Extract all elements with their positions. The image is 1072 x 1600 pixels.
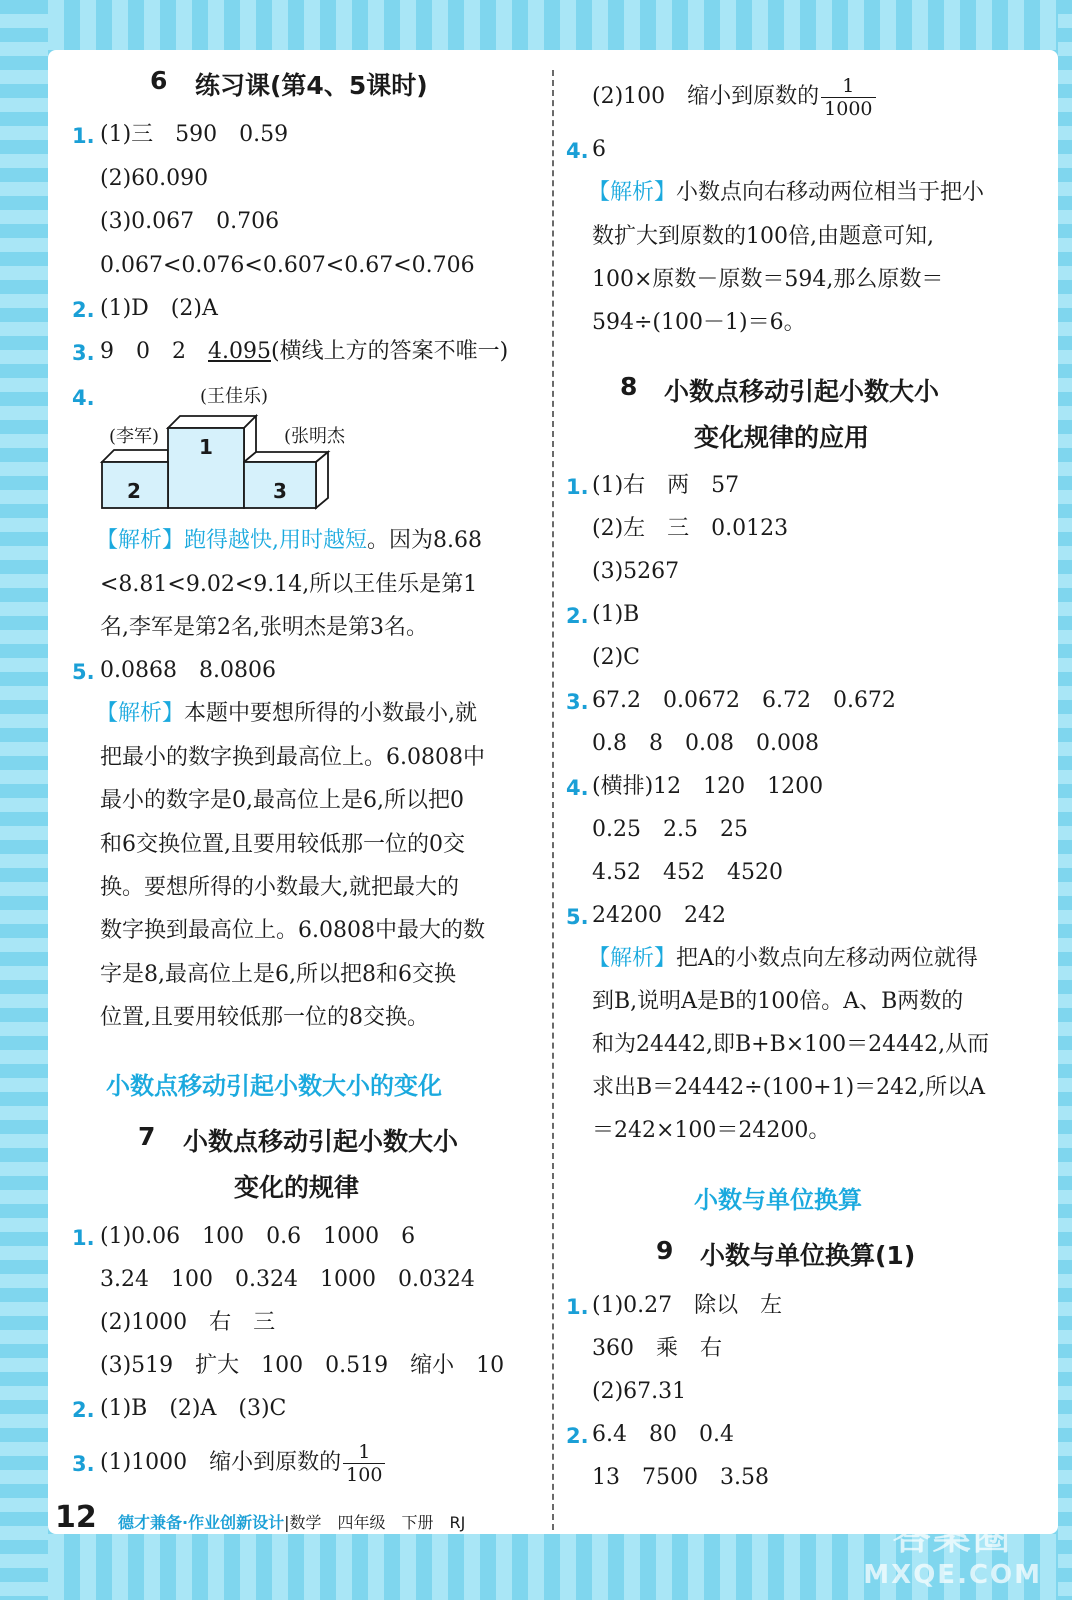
explanation-line: 位置,且要用较低那一位的8交换。 — [100, 1005, 429, 1030]
explanation-line: ＝242×100＝24200。 — [592, 1118, 831, 1143]
answer-line: 0.067<0.076<0.607<0.67<0.706 — [100, 253, 475, 278]
answer-line — [100, 337, 508, 367]
answer-line: 67.2 0.0672 6.72 0.672 — [592, 688, 896, 713]
fraction-numerator: 1 — [343, 1441, 385, 1464]
answer-line — [100, 1436, 385, 1490]
highlight-text: 跑得越快,用时越短 — [184, 528, 368, 553]
answer-line: 4.52 452 4520 — [592, 860, 783, 885]
question-number: 3. — [72, 341, 95, 365]
podium-right-name: (张明杰) — [283, 426, 346, 447]
watermark — [863, 1505, 1042, 1590]
unit-heading: 小数与单位换算 — [694, 1186, 862, 1214]
question-number: 4. — [72, 386, 95, 410]
answer-line: (2)C — [592, 645, 640, 670]
explanation-line: 和为24442,即B+B×100＝24442,从而 — [592, 1032, 990, 1057]
answer-text: (1)1000 缩小到原数的 — [100, 1450, 342, 1475]
question-number: 1. — [72, 1226, 95, 1250]
unit-heading: 小数点移动引起小数大小的变化 — [106, 1072, 442, 1100]
watermark-line1: 答案圈 — [892, 1514, 1013, 1558]
explanation-line: 594÷(100－1)＝6。 — [592, 310, 806, 335]
podium-top-name: (王佳乐) — [199, 386, 269, 407]
answer-line: (2)左 三 0.0123 — [592, 516, 789, 541]
question-number: 4. — [566, 139, 589, 163]
decorative-border-left — [0, 0, 48, 1600]
footer-text — [118, 1510, 465, 1533]
answer-line: (1)三 590 0.59 — [100, 122, 289, 147]
answer-line: 360 乘 右 — [592, 1336, 722, 1361]
answer-line: 6 — [592, 137, 606, 162]
watermark-line2: MXQE.COM — [863, 1560, 1042, 1590]
answer-line: 3.24 100 0.324 1000 0.0324 — [100, 1267, 475, 1292]
column-divider — [552, 70, 554, 1530]
question-number: 1. — [566, 1295, 589, 1319]
explanation-line — [96, 699, 477, 729]
podium-third-side — [316, 452, 328, 508]
explanation-line: 100×原数－原数＝594,那么原数＝ — [592, 267, 944, 292]
answer-note: (横线上方的答案不唯一) — [270, 339, 509, 364]
decorative-border-top — [0, 0, 1072, 50]
explanation-line: 数字换到最高位上。6.0808中最大的数 — [100, 918, 485, 943]
answer-line: (1)右 两 57 — [592, 473, 740, 498]
decorative-border-right — [1058, 0, 1072, 1600]
explanation-line: 名,李军是第2名,张明杰是第3名。 — [100, 615, 428, 640]
page-number: 12 — [55, 1500, 97, 1535]
answer-line — [592, 70, 876, 124]
answer-line: (1)0.27 除以 左 — [592, 1293, 783, 1318]
section-9-title: 小数与单位换算(1) — [700, 1241, 916, 1270]
fraction — [343, 1441, 385, 1486]
answer-line: (1)D (2)A — [100, 296, 218, 321]
answer-text: 9 0 2 — [100, 339, 208, 364]
fraction-denominator: 1000 — [824, 97, 873, 120]
section-7-number: 7 — [138, 1122, 156, 1151]
explanation-line: 求出B＝24442÷(100+1)＝242,所以A — [592, 1075, 986, 1100]
podium-svg — [96, 380, 346, 525]
answer-line: (1)B — [592, 602, 640, 627]
answer-line: (2)67.31 — [592, 1379, 687, 1404]
answer-line: (3)0.067 0.706 — [100, 209, 280, 234]
answer-line: (1)B (2)A (3)C — [100, 1396, 287, 1421]
explanation-line: 字是8,最高位上是6,所以把8和6交换 — [100, 962, 456, 987]
question-number: 2. — [72, 298, 95, 322]
explanation-text: 。因为8.68 — [367, 528, 483, 553]
section-6-title: 练习课(第4、5课时) — [195, 71, 428, 100]
question-number: 4. — [566, 776, 589, 800]
footer-brand: 德才兼备·作业创新设计 — [118, 1513, 285, 1532]
answer-line: (1)0.06 100 0.6 1000 6 — [100, 1224, 416, 1249]
question-number: 1. — [72, 124, 95, 148]
explanation-line — [588, 944, 978, 974]
explanation-tag: 【解析】 — [96, 701, 185, 726]
answer-line: 24200 242 — [592, 903, 726, 928]
question-number: 2. — [566, 1424, 589, 1448]
answer-line: (2)60.090 — [100, 166, 209, 191]
answer-line: (横排)12 120 1200 — [592, 774, 824, 799]
underlined-answer: 4.095 — [208, 339, 271, 364]
answer-line: (3)5267 — [592, 559, 680, 584]
answer-line: 6.4 80 0.4 — [592, 1422, 734, 1447]
answer-line: 13 7500 3.58 — [592, 1465, 769, 1490]
explanation-tag: 【解析】 — [588, 946, 677, 971]
podium-first-label: 1 — [199, 435, 213, 459]
podium-third-label: 3 — [273, 479, 287, 503]
answer-line: (2)1000 右 三 — [100, 1310, 276, 1335]
question-number: 3. — [72, 1452, 95, 1476]
explanation-line — [588, 178, 984, 208]
podium-left-name: (李军) — [108, 426, 160, 447]
question-number: 5. — [72, 660, 95, 684]
answer-line: 0.8 8 0.08 0.008 — [592, 731, 819, 756]
explanation-line: <8.81<9.02<9.14,所以王佳乐是第1 — [100, 572, 478, 597]
section-8-title-line2: 变化规律的应用 — [694, 423, 870, 452]
question-number: 3. — [566, 690, 589, 714]
explanation-line — [96, 526, 482, 556]
fraction — [821, 75, 875, 120]
explanation-tag: 【解析】 — [96, 528, 185, 553]
section-7-title: 小数点移动引起小数大小 — [183, 1127, 459, 1156]
section-9-number: 9 — [656, 1236, 674, 1265]
explanation-line: 到B,说明A是B的100倍。A、B两数的 — [592, 989, 964, 1014]
fraction-denominator: 100 — [346, 1463, 383, 1486]
explanation-line: 和6交换位置,且要用较低那一位的0交 — [100, 832, 465, 857]
podium-third-top — [244, 452, 328, 462]
explanation-tag: 【解析】 — [588, 180, 677, 205]
section-7-title-line2: 变化的规律 — [234, 1173, 360, 1202]
explanation-text: 小数点向右移动两位相当于把小 — [676, 180, 985, 205]
podium-second-label: 2 — [127, 479, 141, 503]
answer-line: (3)519 扩大 100 0.519 缩小 10 — [100, 1353, 505, 1378]
fraction-numerator: 1 — [821, 75, 875, 98]
explanation-line: 把最小的数字换到最高位上。6.0808中 — [100, 745, 485, 770]
answer-text: (2)100 缩小到原数的 — [592, 84, 820, 109]
explanation-line: 换。要想所得的小数最大,就把最大的 — [100, 875, 459, 900]
section-8-number: 8 — [620, 372, 638, 401]
explanation-line: 最小的数字是0,最高位上是6,所以把0 — [100, 788, 464, 813]
question-number: 1. — [566, 475, 589, 499]
answer-line: 0.0868 8.0806 — [100, 658, 276, 683]
podium-first-top — [168, 416, 256, 428]
question-number: 5. — [566, 905, 589, 929]
podium-diagram — [96, 380, 346, 525]
explanation-text: 本题中要想所得的小数最小,就 — [184, 701, 478, 726]
podium-second-top — [102, 450, 168, 462]
explanation-line: 数扩大到原数的100倍,由题意可知, — [592, 224, 934, 249]
section-8-title: 小数点移动引起小数大小 — [664, 377, 940, 406]
footer-subject: |数学 四年级 下册 RJ — [284, 1513, 466, 1532]
answer-line: 0.25 2.5 25 — [592, 817, 748, 842]
section-6-number: 6 — [150, 66, 168, 95]
question-number: 2. — [566, 604, 589, 628]
question-number: 2. — [72, 1398, 95, 1422]
explanation-text: 把A的小数点向左移动两位就得 — [676, 946, 978, 971]
